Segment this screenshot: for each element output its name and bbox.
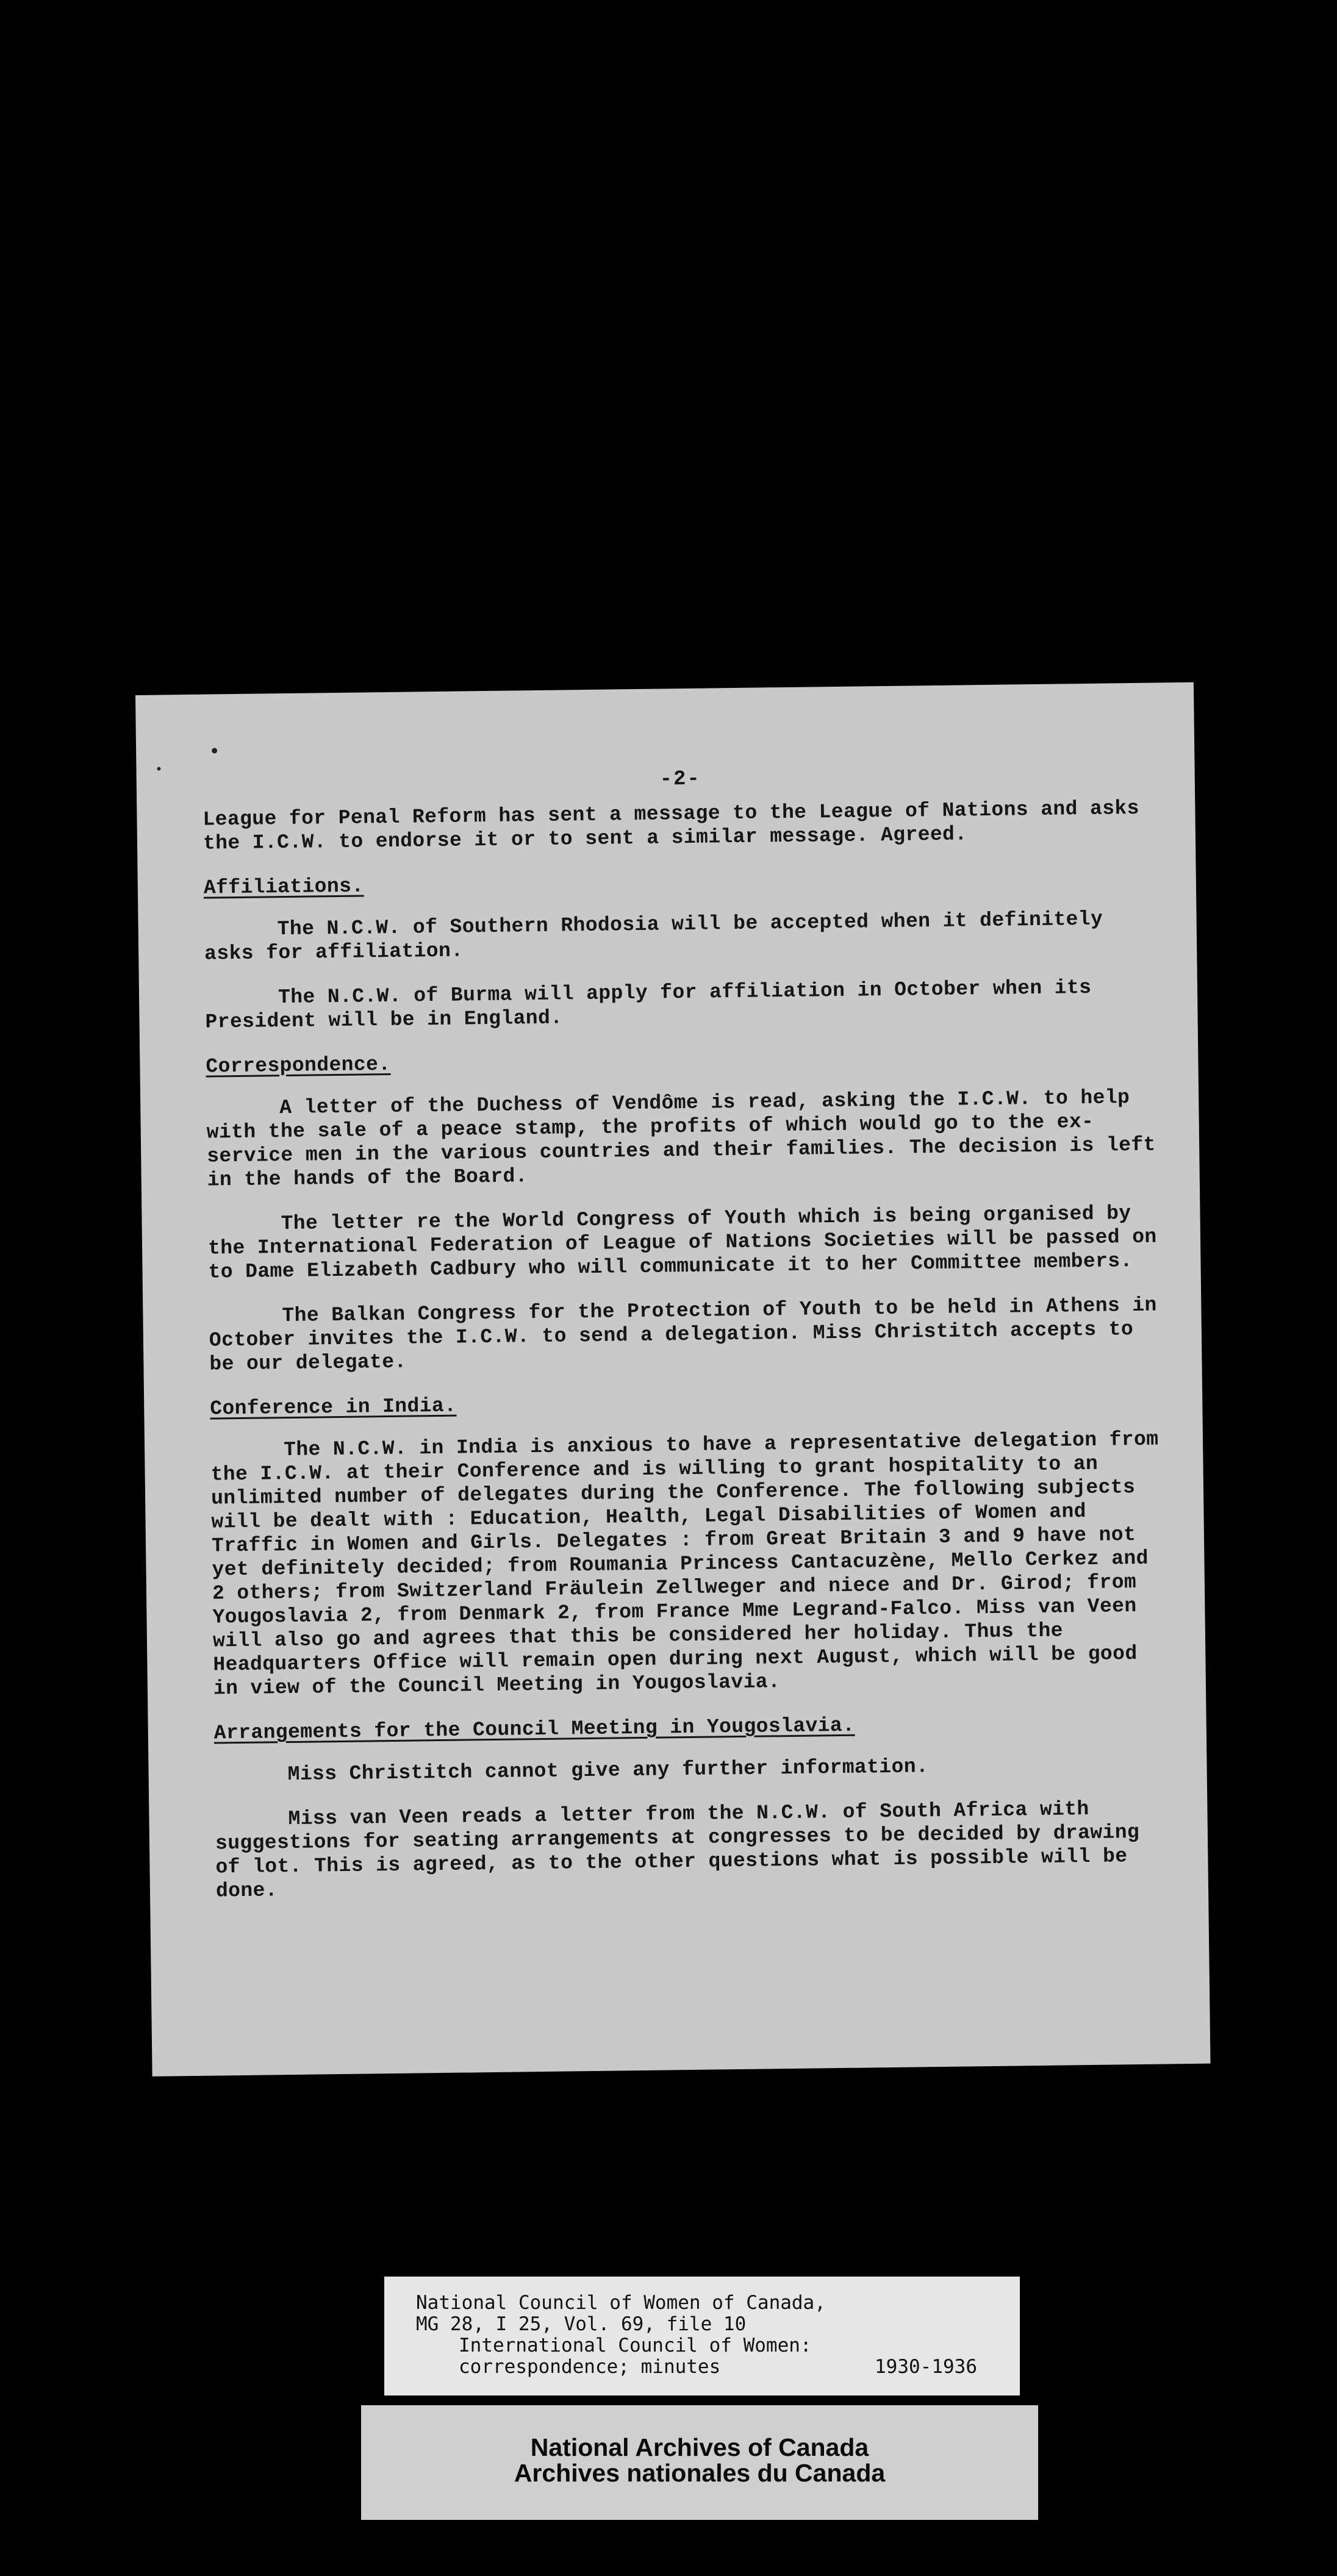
body-paragraph: Miss van Veen reads a letter from the N.C.W. of South Africa with suggestions for seating arrangements at congresses to be decided by drawing of lot. This is agreed, as to the other questions what is possible will be done.	[215, 1798, 1140, 1903]
catalog-label-line: National Council of Women of Canada,	[416, 2292, 826, 2314]
paper-speck	[212, 748, 217, 753]
section-heading: Affiliations.	[203, 875, 364, 900]
catalog-label-line: International Council of Women:	[459, 2334, 812, 2356]
section-heading: Arrangements for the Council Meeting in Yougoslavia.	[213, 1714, 855, 1745]
catalog-label	[384, 2277, 1020, 2395]
section-heading: Conference in India.	[210, 1394, 457, 1420]
body-paragraph: The letter re the World Congress of Youth which is being organised by the International Federation of League of Nations Societies will be passed on to Dame Elizabeth Cadbury who will communicate it to her Committee members.	[207, 1202, 1157, 1284]
archive-stamp	[361, 2405, 1038, 2520]
body-paragraph: The N.C.W. in India is anxious to have a representative delegation from the I.C.W. at their Conference and is willing to grant hospitality to an unlimited number of delegates during the Conference. The following subjects will be dealt with : Education, Health, Legal Disabilities of Women and Traffic in Women and Girls. Delegates : from Great Britain 3 and 9 have not yet definitely decided; from Roumania Princess Cantacuzène, Mello Cerkez and 2 others; from Switzerland Fräulein Zellweger and niece and Dr. Girod; from Yougoslavia 2, from Denmark 2, from France Mme Legrand-Falco. Miss van Veen will also go and agrees that this be considered her holiday. Thus the Headquarters Office will remain open during next August, which will be good in view of the Council Meeting in Yougoslavia.	[210, 1428, 1159, 1700]
archive-stamp-french: Archives nationales du Canada	[514, 2459, 886, 2487]
paper-speck	[157, 767, 160, 771]
body-paragraph: The N.C.W. of Burma will apply for affiliation in October when its President will be in England.	[205, 976, 1092, 1034]
catalog-label-line: correspondence; minutes	[459, 2356, 721, 2378]
section-heading: Correspondence.	[206, 1053, 391, 1078]
body-paragraph: The Balkan Congress for the Protection of Youth to be held in Athens in October invites the I.C.W. to send a delegation. Miss Christitch accepts to be our delegate.	[209, 1293, 1158, 1376]
catalog-label-row	[416, 2356, 977, 2378]
archive-stamp-english: National Archives of Canada	[530, 2433, 869, 2461]
catalog-label-line: MG 28, I 25, Vol. 69, file 10	[416, 2313, 747, 2335]
catalog-date-range: 1930-1936	[875, 2356, 977, 2378]
body-paragraph: Miss Christitch cannot give any further information.	[287, 1755, 929, 1786]
page-number: -2-	[659, 767, 701, 792]
intro-paragraph: League for Penal Reform has sent a message to the League of Nations and asks the I.C.W. to endorse it or to sent a similar message. Agreed.	[203, 796, 1140, 855]
document-page	[135, 682, 1211, 2077]
body-paragraph: The N.C.W. of Southern Rhodosia will be accepted when it definitely asks for affiliation.	[204, 907, 1103, 965]
body-paragraph: A letter of the Duchess of Vendôme is read, asking the I.C.W. to help with the sale of a peace stamp, the profits of which would go to the ex-service men in the various countries and their families. The decision is left in the hands of the Board.	[206, 1086, 1156, 1192]
